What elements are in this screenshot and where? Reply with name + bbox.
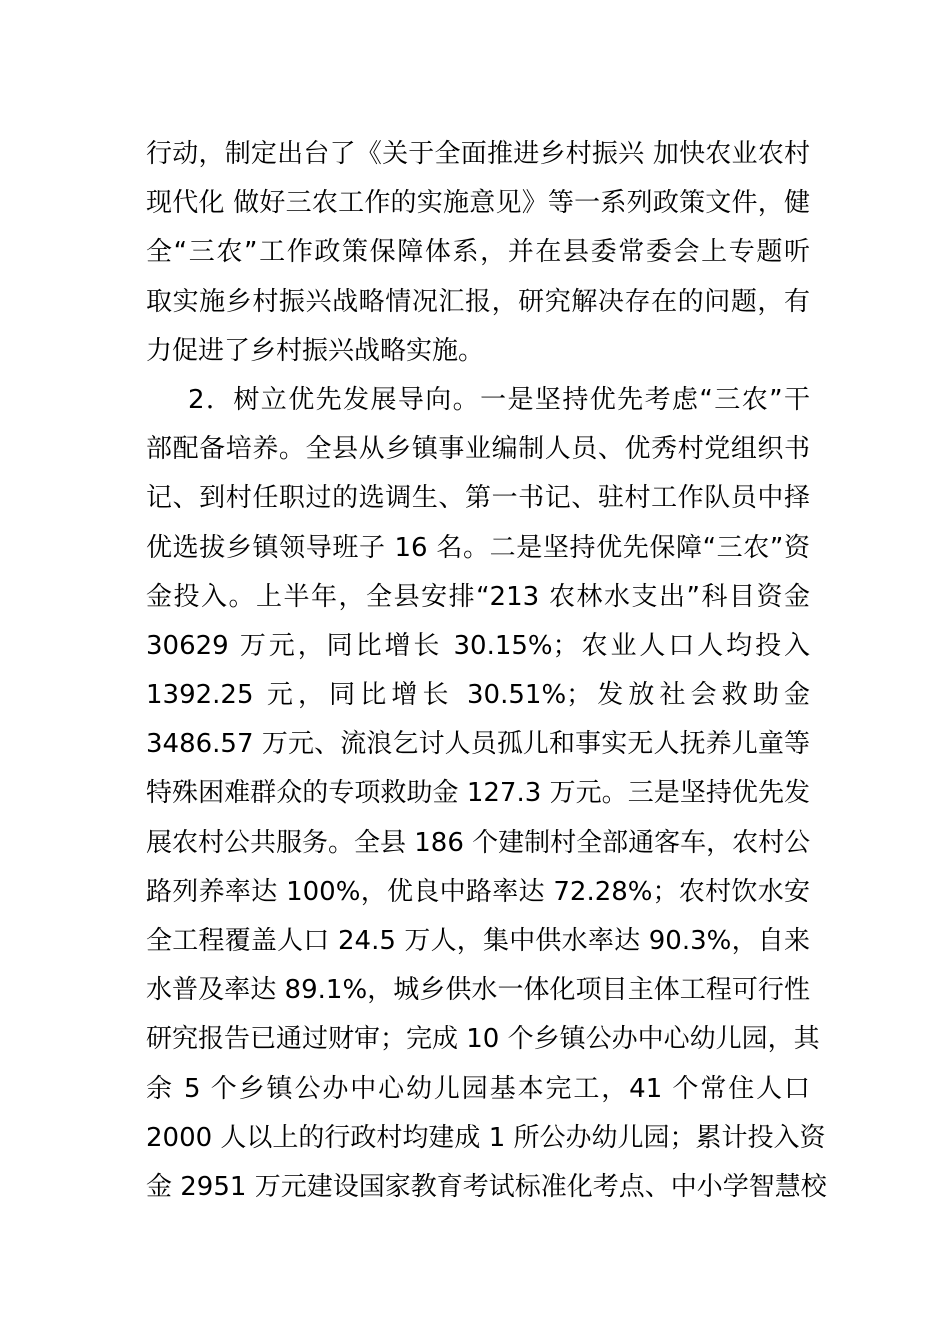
text-line: 1392.25 元，同比增长 30.51%；发放社会救助金 — [146, 680, 810, 711]
text-line: 3486.57 万元、流浪乞讨人员孤儿和事实无人抚养儿童等 — [146, 729, 810, 760]
text-line: 特殊困难群众的专项救助金 127.3 万元。三是坚持优先发 — [146, 778, 810, 809]
text-line: 部配备培养。全县从乡镇事业编制人员、优秀村党组织书 — [146, 434, 810, 465]
text-line: 30629 万元，同比增长 30.15%；农业人口人均投入 — [146, 630, 810, 661]
text-line: 余 5 个乡镇公办中心幼儿园基本完工，41 个常住人口 — [146, 1073, 810, 1104]
text-line: 全“三农”工作政策保障体系，并在县委常委会上专题听 — [146, 237, 810, 268]
text-line: 优选拔乡镇领导班子 16 名。二是坚持优先保障“三农”资 — [146, 532, 810, 563]
text-line: 路列养率达 100%，优良中路率达 72.28%；农村饮水安 — [146, 876, 810, 907]
text-line: 金投入。上半年，全县安排“213 农林水支出”科目资金 — [146, 581, 810, 612]
text-line: 全工程覆盖人口 24.5 万人，集中供水率达 90.3%，自来 — [146, 926, 810, 956]
text-line: 取实施乡村振兴战略情况汇报，研究解决存在的问题，有 — [146, 286, 810, 317]
text-line: 记、到村任职过的选调生、第一书记、驻村工作队员中择 — [146, 483, 810, 514]
text-line: 2000 人以上的行政村均建成 1 所公办幼儿园；累计投入资 — [146, 1122, 826, 1153]
text-line: 力促进了乡村振兴战略实施。 — [146, 335, 485, 366]
text-line: 现代化 做好三农工作的实施意见》等一系列政策文件，健 — [146, 188, 810, 219]
text-line: 行动，制定出台了《关于全面推进乡村振兴 加快农业农村 — [146, 139, 810, 169]
body-text — [146, 130, 827, 1212]
paragraph-2 — [146, 376, 827, 1212]
paragraph-1 — [146, 130, 810, 376]
text-line: 研究报告已通过财审；完成 10 个乡镇公办中心幼儿园，其 — [146, 1024, 820, 1055]
text-line: 展农村公共服务。全县 186 个建制村全部通客车，农村公 — [146, 827, 811, 858]
text-line: 金 2951 万元建设国家教育考试标准化考点、中小学智慧校 — [146, 1171, 827, 1202]
text-line: 水普及率达 89.1%，城乡供水一体化项目主体工程可行性 — [146, 975, 810, 1006]
text-line: 2．树立优先发展导向。一是坚持优先考虑“三农”干 — [188, 384, 810, 415]
